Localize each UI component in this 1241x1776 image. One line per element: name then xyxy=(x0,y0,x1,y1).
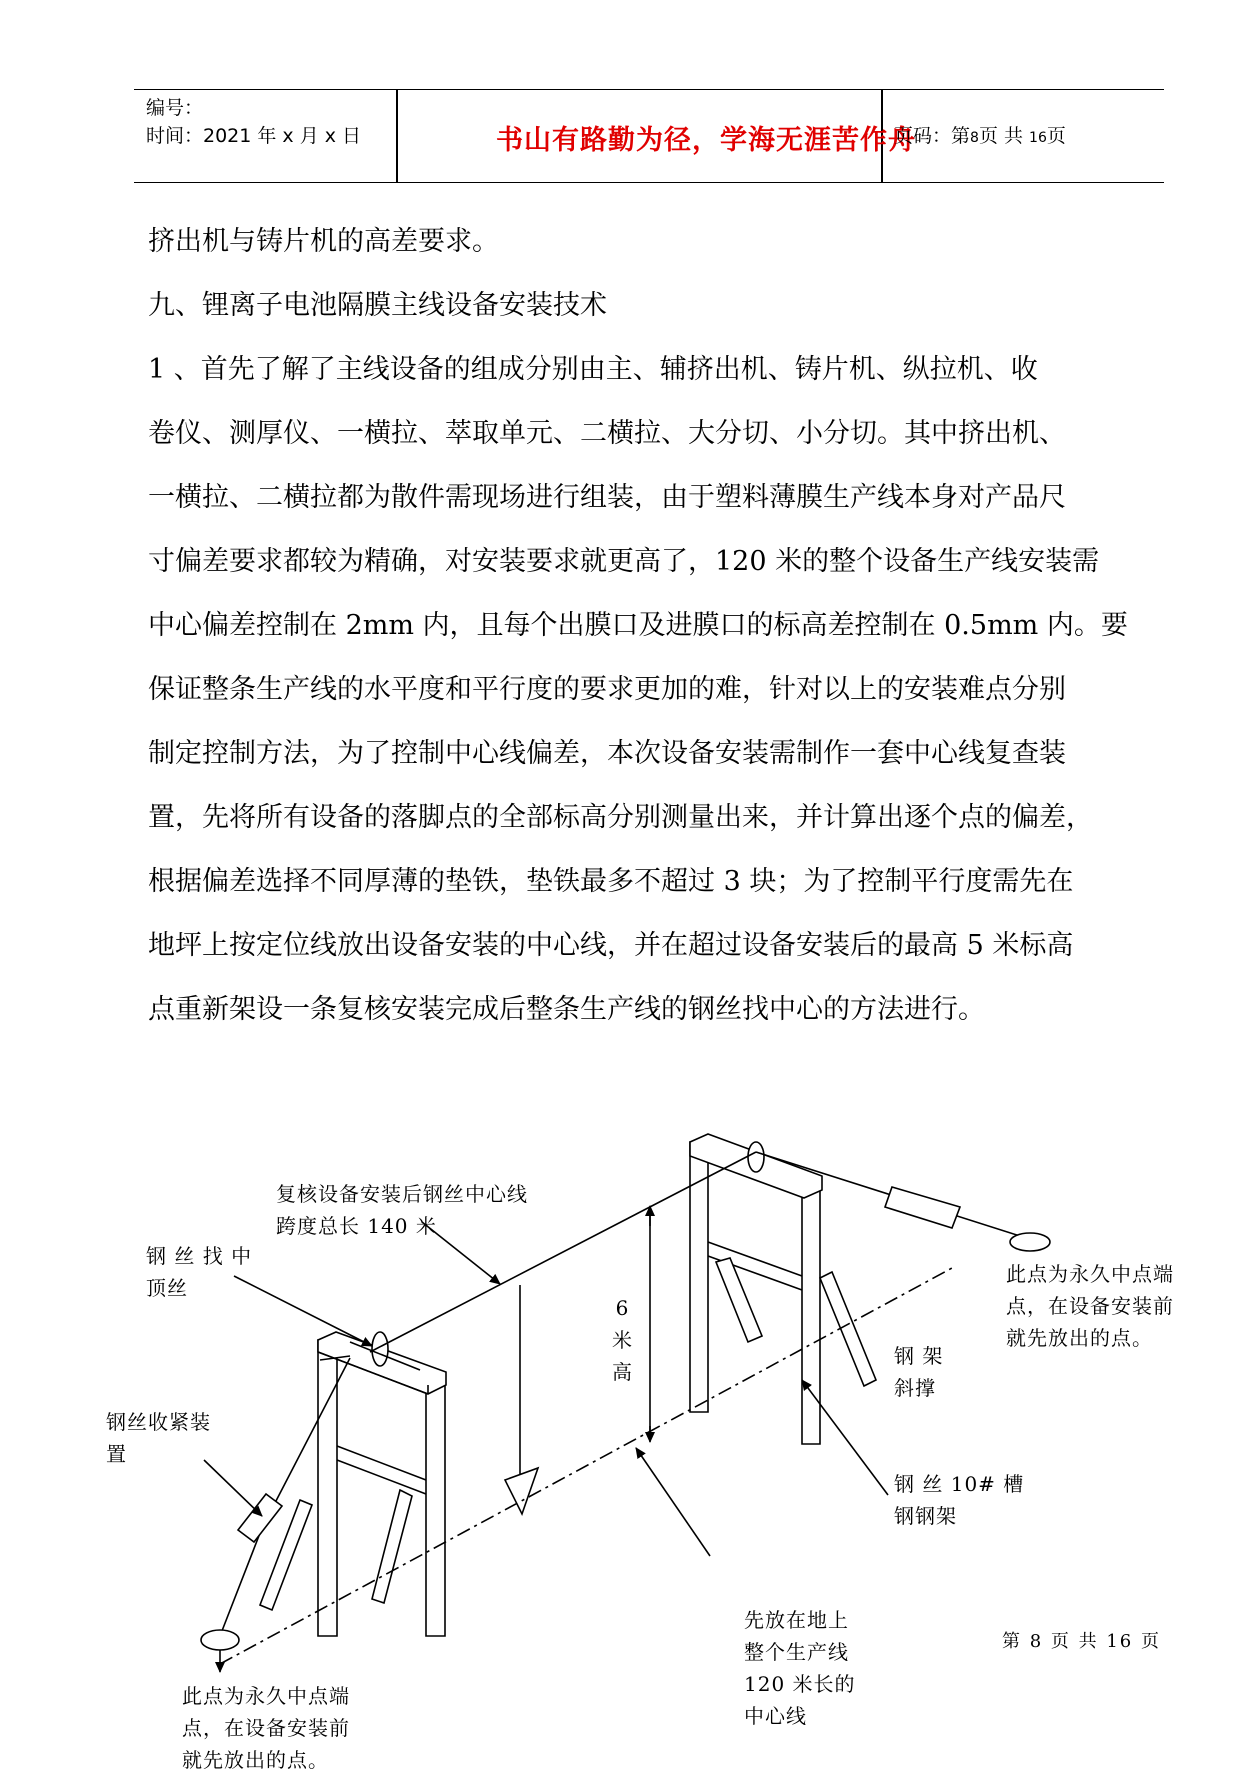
label-line: 高 xyxy=(612,1360,633,1384)
left-steel-frame xyxy=(260,1332,446,1636)
body-text xyxy=(148,210,1178,1042)
permanent-point-right xyxy=(1010,1233,1050,1251)
para-line: 寸偏差要求都较为精确，对安装要求就更高了，120 米的整个设备生产线安装需 xyxy=(148,546,1100,577)
time-label: 时间：2021 年 x 月 x 日 xyxy=(146,125,362,147)
label-line: 钢丝收紧装 xyxy=(106,1410,211,1434)
label-line: 斜撑 xyxy=(894,1376,936,1400)
label-line: 此点为永久中点端 xyxy=(1006,1262,1174,1286)
label-permanent-point-right xyxy=(1006,1258,1174,1354)
footer-page-number: 第 8 页 共 16 页 xyxy=(1002,1631,1161,1652)
para-line: 制定控制方法，为了控制中心线偏差，本次设备安装需制作一套中心线复查装 xyxy=(148,738,1066,769)
label-channel-frame xyxy=(894,1468,1024,1532)
label-line: 钢 丝 找 中 xyxy=(146,1244,253,1268)
para-line: 点重新架设一条复核安装完成后整条生产线的钢丝找中心的方法进行。 xyxy=(148,994,985,1025)
label-height xyxy=(612,1292,633,1388)
label-tensioner xyxy=(106,1406,211,1470)
label-line: 先放在地上 xyxy=(744,1608,849,1632)
label-line: 6 xyxy=(615,1296,630,1320)
label-ground-centerline xyxy=(744,1604,856,1732)
page-code xyxy=(894,121,1066,148)
label-review-wire xyxy=(276,1178,528,1242)
label-line: 120 米长的 xyxy=(744,1672,856,1696)
label-line: 整个生产线 xyxy=(744,1640,849,1664)
para-line: 一横拉、二横拉都为散件需现场进行组装，由于塑料薄膜生产线本身对产品尺 xyxy=(148,482,1066,513)
label-line: 钢 丝 10# 槽 xyxy=(894,1472,1025,1496)
para-line: 卷仪、测厚仪、一横拉、萃取单元、二横拉、大分切、小分切。其中挤出机、 xyxy=(148,418,1066,449)
label-line: 就先放出的点。 xyxy=(1006,1326,1153,1350)
label-line: 钢钢架 xyxy=(894,1504,957,1528)
motto: 书山有路勤为径，学海无涯苦作舟 xyxy=(496,125,916,156)
label-top-wire xyxy=(146,1240,252,1304)
tensioner-left xyxy=(238,1494,282,1542)
para-line: 根据偏差选择不同厚薄的垫铁，垫铁最多不超过 3 块；为了控制平行度需先在 xyxy=(148,866,1074,897)
label-line: 顶丝 xyxy=(146,1276,188,1300)
page-current: 8 xyxy=(970,130,979,146)
page-code-prefix: 页码：第 xyxy=(894,125,971,147)
label-line: 置 xyxy=(106,1442,127,1466)
para-line: 保证整条生产线的水平度和平行度的要求更加的难，针对以上的安装难点分别 xyxy=(148,674,1066,705)
label-line: 中心线 xyxy=(744,1704,807,1728)
tensioner-right xyxy=(885,1187,960,1228)
para-line: 置，先将所有设备的落脚点的全部标高分别测量出来，并计算出逐个点的偏差， xyxy=(148,802,1093,833)
label-line: 点，在设备安装前 xyxy=(182,1716,350,1740)
para-line: 中心偏差控制在 2mm 内，且每个出膜口及进膜口的标高差控制在 0.5mm 内。要 xyxy=(148,610,1128,641)
label-line: 复核设备安装后钢丝中心线 xyxy=(276,1182,528,1206)
text-line: 挤出机与铸片机的高差要求。 xyxy=(148,226,499,257)
header-meta xyxy=(146,94,361,150)
label-line: 钢 架 xyxy=(894,1344,944,1368)
page-mid: 页 共 xyxy=(978,125,1023,147)
label-brace xyxy=(894,1340,943,1404)
section-title: 九、锂离子电池隔膜主线设备安装技术 xyxy=(148,290,607,321)
para-line: 1 、首先了解了主线设备的组成分别由主、辅挤出机、铸片机、纵拉机、收 xyxy=(148,354,1038,385)
page-total: 16 xyxy=(1029,130,1047,146)
header-table xyxy=(134,89,1164,183)
page-suffix: 页 xyxy=(1046,125,1066,147)
label-line: 点，在设备安装前 xyxy=(1006,1294,1174,1318)
label-line: 跨度总长 140 米 xyxy=(276,1214,437,1238)
permanent-point-left xyxy=(201,1630,239,1650)
para-line: 地坪上按定位线放出设备安装的中心线，并在超过设备安装后的最高 5 米标高 xyxy=(148,930,1074,961)
label-line: 此点为永久中点端 xyxy=(182,1684,350,1708)
label-line: 就先放出的点。 xyxy=(182,1748,329,1772)
number-label: 编号： xyxy=(146,97,204,119)
label-permanent-point-left xyxy=(182,1680,350,1776)
label-line: 米 xyxy=(612,1328,633,1352)
